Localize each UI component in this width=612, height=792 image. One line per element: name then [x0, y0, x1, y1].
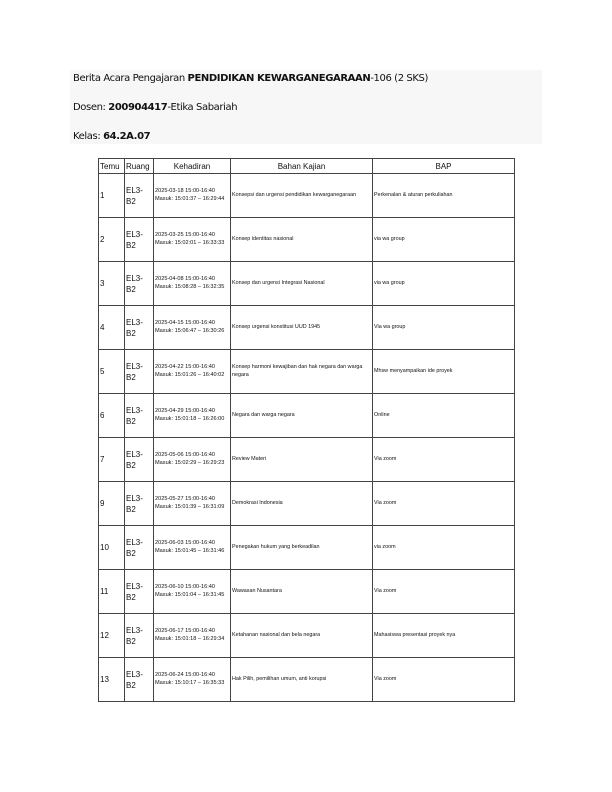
cell-bahan-kajian: Konsep identitas nasional [231, 218, 373, 262]
check-in-time: Masuk: 15:02:01 – 16:33:33 [155, 239, 225, 246]
table-header-row [99, 159, 515, 174]
table-row [99, 218, 515, 262]
column-header-bap: BAP [373, 159, 515, 174]
cell-temu: 13 [99, 658, 125, 702]
cell-ruang: EL3-B2 [125, 526, 154, 570]
schedule-time: 2025-04-08 15:00-16:40 [155, 276, 216, 283]
table-body [99, 174, 515, 702]
cell-ruang: EL3-B2 [125, 482, 154, 526]
table-row [99, 306, 515, 350]
cell-bahan-kajian: Review Materi [231, 438, 373, 482]
check-in-time: Masuk: 15:01:18 – 16:29:34 [155, 635, 225, 642]
cell-ruang: EL3-B2 [125, 350, 154, 394]
cell-bahan-kajian: Konsepsi dan urgensi pendidikan kewarganegaraan [231, 174, 373, 218]
lecturer-line [73, 102, 237, 113]
cell-temu: 4 [99, 306, 125, 350]
schedule-time: 2025-06-10 15:00-16:40 [155, 584, 216, 591]
cell-kehadiran [154, 350, 231, 394]
cell-temu: 3 [99, 262, 125, 306]
cell-temu: 6 [99, 394, 125, 438]
cell-bap: via zoom [373, 526, 515, 570]
cell-ruang: EL3-B2 [125, 658, 154, 702]
lecturer-label: Dosen: [73, 102, 109, 113]
cell-ruang: EL3-B2 [125, 262, 154, 306]
class-value: 64.2A.07 [103, 131, 151, 142]
cell-bap: Via zoom [373, 570, 515, 614]
check-in-time: Masuk: 15:01:26 – 16:40:02 [155, 371, 225, 378]
title-prefix: Berita Acara Pengajaran [73, 73, 188, 84]
cell-bap: Via wa group [373, 306, 515, 350]
cell-bap: Mhsw menyampaikan ide proyek [373, 350, 515, 394]
cell-ruang: EL3-B2 [125, 614, 154, 658]
cell-kehadiran [154, 218, 231, 262]
column-header-temu: Temu [99, 159, 125, 174]
schedule-time: 2025-04-29 15:00-16:40 [155, 408, 216, 415]
class-label: Kelas: [73, 131, 104, 142]
schedule-time: 2025-03-25 15:00-16:40 [155, 232, 216, 239]
cell-kehadiran [154, 658, 231, 702]
cell-temu: 9 [99, 482, 125, 526]
class-line [73, 131, 150, 142]
course-code: -106 (2 SKS) [370, 73, 428, 84]
cell-ruang: EL3-B2 [125, 570, 154, 614]
cell-kehadiran [154, 394, 231, 438]
cell-bap: Via zoom [373, 482, 515, 526]
column-header-bahan-kajian: Bahan Kajian [231, 159, 373, 174]
document-title [73, 73, 428, 84]
cell-kehadiran [154, 306, 231, 350]
table-row [99, 262, 515, 306]
cell-kehadiran [154, 526, 231, 570]
cell-bahan-kajian: Konsep urgensi konstitusi UUD 1945 [231, 306, 373, 350]
check-in-time: Masuk: 15:02:29 – 16:29:23 [155, 459, 225, 466]
cell-bap: Via zoom [373, 438, 515, 482]
cell-temu: 2 [99, 218, 125, 262]
cell-bap: Via zoom [373, 658, 515, 702]
cell-temu: 7 [99, 438, 125, 482]
cell-kehadiran [154, 438, 231, 482]
cell-bahan-kajian: Wawasan Nusantara [231, 570, 373, 614]
schedule-time: 2025-05-06 15:00-16:40 [155, 452, 216, 459]
check-in-time: Masuk: 15:06:47 – 16:30:26 [155, 327, 225, 334]
table-row [99, 658, 515, 702]
cell-kehadiran [154, 174, 231, 218]
cell-bap: Online [373, 394, 515, 438]
table-row [99, 614, 515, 658]
check-in-time: Masuk: 15:01:18 – 16:26:00 [155, 415, 225, 422]
cell-bap: Mahasiswa presentasi proyek nya [373, 614, 515, 658]
table-row [99, 570, 515, 614]
check-in-time: Masuk: 15:01:39 – 16:31:09 [155, 503, 225, 510]
cell-ruang: EL3-B2 [125, 174, 154, 218]
schedule-time: 2025-06-24 15:00-16:40 [155, 672, 216, 679]
cell-temu: 12 [99, 614, 125, 658]
column-header-ruang: Ruang [125, 159, 154, 174]
table-row [99, 526, 515, 570]
lecturer-name: -Etika Sabariah [167, 102, 238, 113]
check-in-time: Masuk: 15:01:45 – 16:31:46 [155, 547, 225, 554]
cell-kehadiran [154, 262, 231, 306]
cell-ruang: EL3-B2 [125, 438, 154, 482]
cell-kehadiran [154, 482, 231, 526]
cell-bahan-kajian: Negara dan warga negara [231, 394, 373, 438]
lecturer-id: 200904417 [108, 102, 168, 113]
table-row [99, 438, 515, 482]
cell-temu: 5 [99, 350, 125, 394]
cell-bahan-kajian: Hak Pilih, pemilihan umum, anti korupsi [231, 658, 373, 702]
cell-ruang: EL3-B2 [125, 306, 154, 350]
cell-bap: via wa group [373, 262, 515, 306]
cell-ruang: EL3-B2 [125, 394, 154, 438]
schedule-time: 2025-04-22 15:00-16:40 [155, 364, 216, 371]
cell-bahan-kajian: Konsep dan urgensi Integrasi Nasional [231, 262, 373, 306]
check-in-time: Masuk: 15:01:37 – 16:29:44 [155, 195, 225, 202]
schedule-time: 2025-03-18 15:00-16:40 [155, 188, 216, 195]
check-in-time: Masuk: 15:10:17 – 16:35:33 [155, 679, 225, 686]
schedule-time: 2025-05-27 15:00-16:40 [155, 496, 216, 503]
cell-temu: 1 [99, 174, 125, 218]
course-name: PENDIDIKAN KEWARGANEGARAAN [187, 73, 371, 84]
cell-temu: 10 [99, 526, 125, 570]
table-row [99, 482, 515, 526]
cell-bahan-kajian: Penegakan hukum yang berkeadilan [231, 526, 373, 570]
check-in-time: Masuk: 15:08:28 – 16:32:35 [155, 283, 225, 290]
table-row [99, 394, 515, 438]
table-row [99, 350, 515, 394]
schedule-time: 2025-06-03 15:00-16:40 [155, 540, 216, 547]
cell-kehadiran [154, 570, 231, 614]
schedule-time: 2025-06-17 15:00-16:40 [155, 628, 216, 635]
column-header-kehadiran: Kehadiran [154, 159, 231, 174]
table-row [99, 174, 515, 218]
cell-bap: Perkenalan & aturan perkuliahan [373, 174, 515, 218]
cell-bahan-kajian: Ketahanan nasional dan bela negara [231, 614, 373, 658]
cell-temu: 11 [99, 570, 125, 614]
cell-ruang: EL3-B2 [125, 218, 154, 262]
cell-kehadiran [154, 614, 231, 658]
cell-bahan-kajian: Konsep harmoni kewajiban dan hak negara dan warga negara [231, 350, 373, 394]
cell-bap: via wa group [373, 218, 515, 262]
cell-bahan-kajian: Demokrasi Indonesia [231, 482, 373, 526]
schedule-time: 2025-04-15 15:00-16:40 [155, 320, 216, 327]
check-in-time: Masuk: 15:01:04 – 16:31:45 [155, 591, 225, 598]
attendance-table [98, 158, 515, 702]
